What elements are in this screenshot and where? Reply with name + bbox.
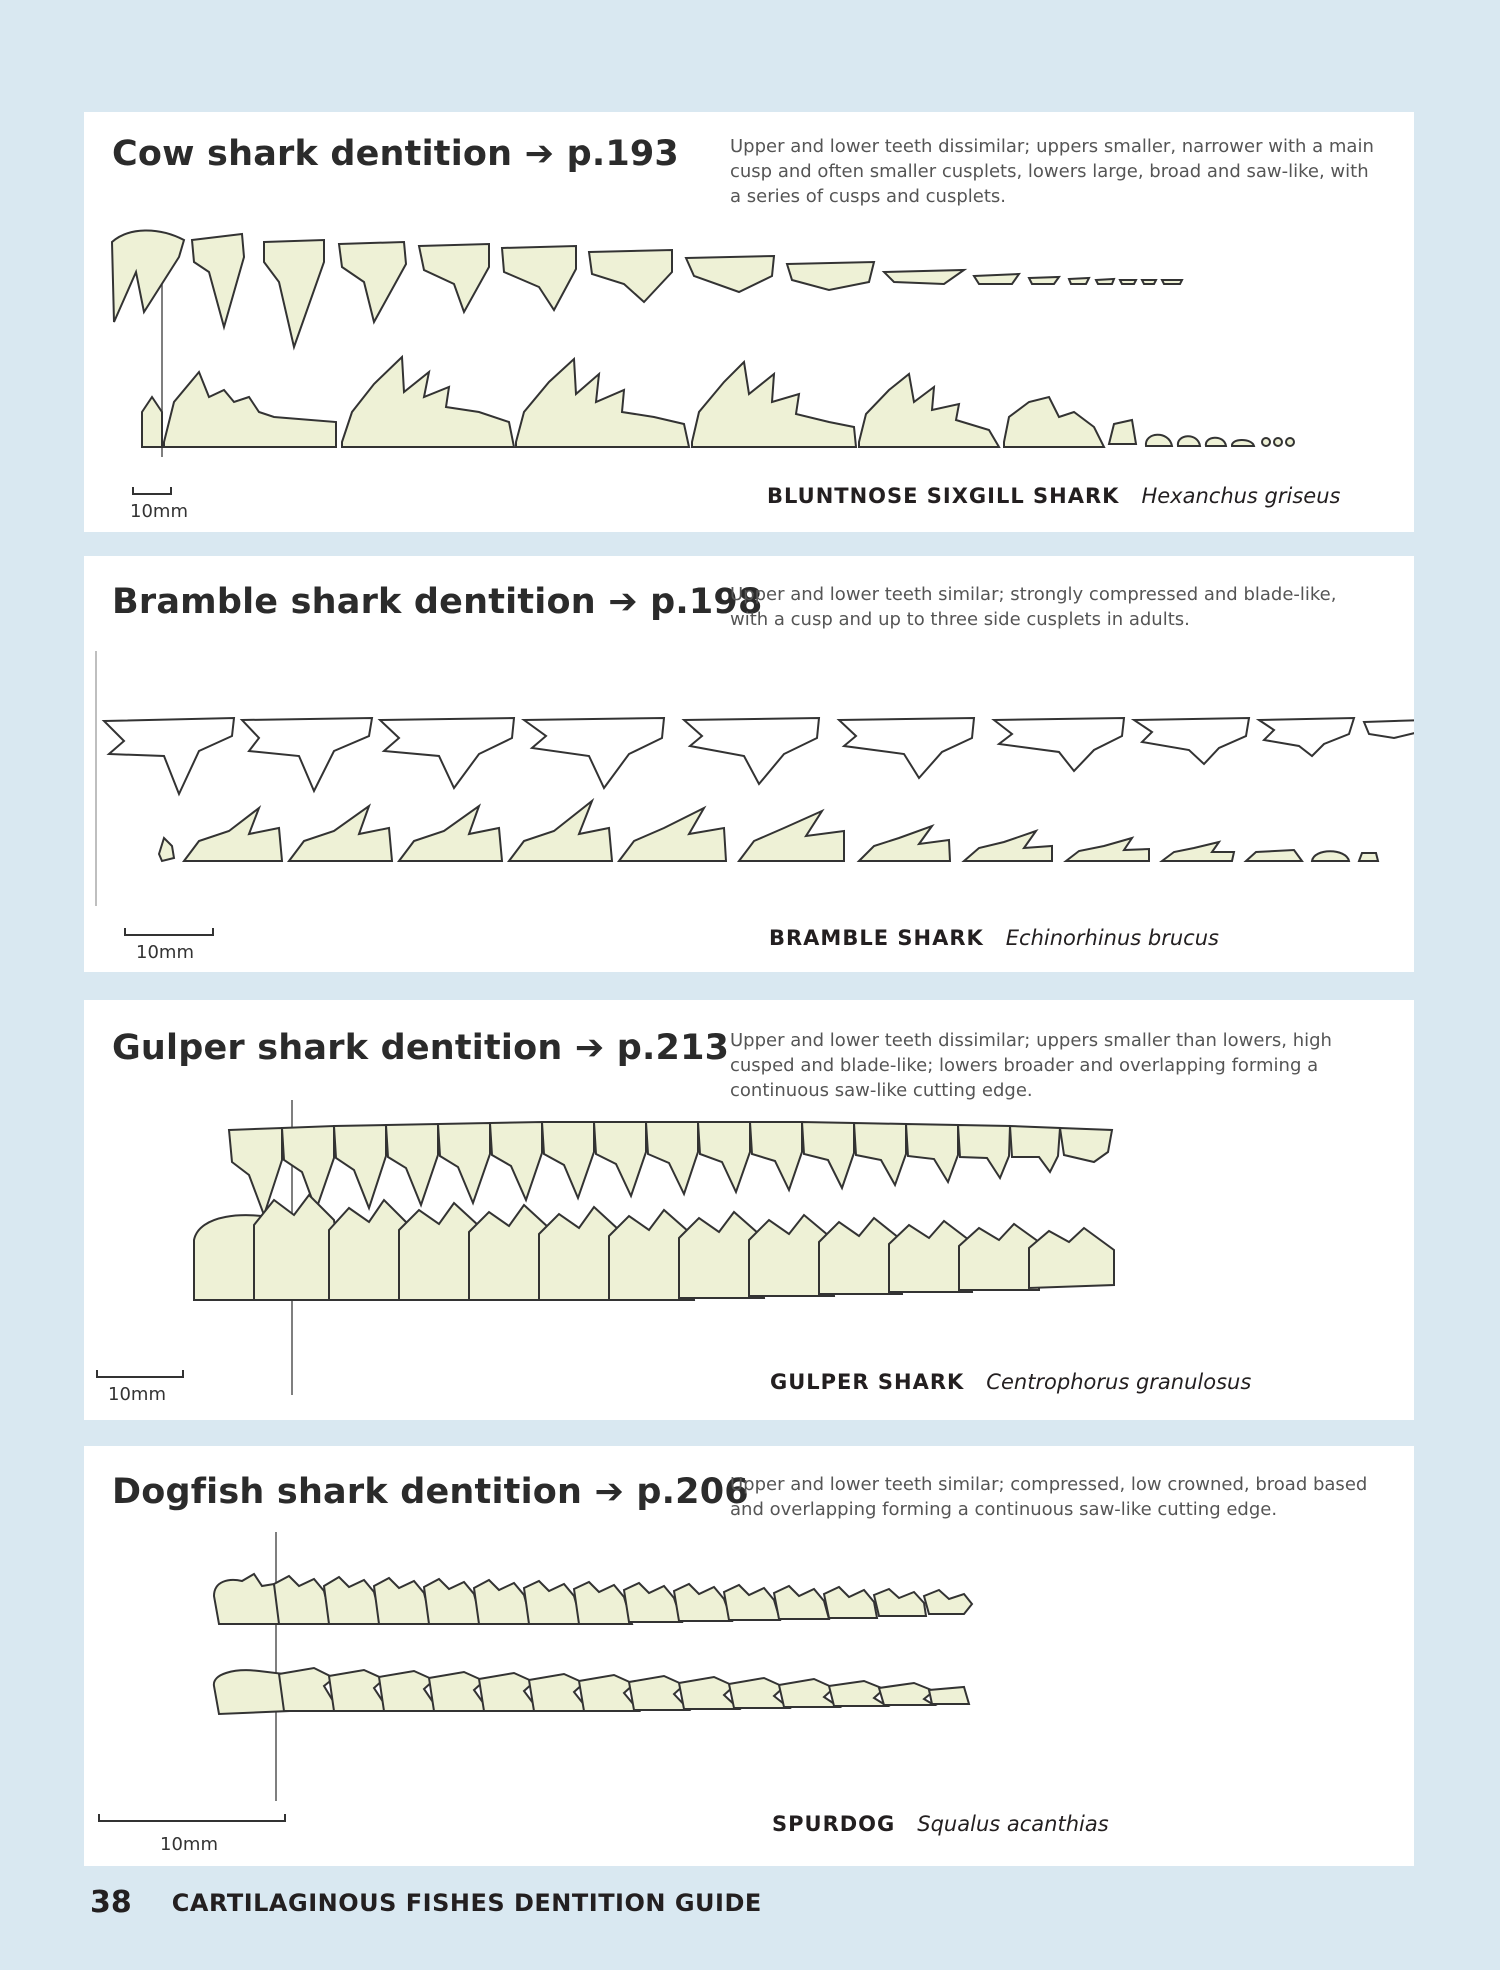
common-name: BRAMBLE SHARK xyxy=(769,926,984,950)
lower-teeth-row xyxy=(142,357,1294,447)
gulper-shark-teeth-illustration xyxy=(84,1000,1414,1420)
latin-name: Centrophorus granulosus xyxy=(986,1370,1252,1394)
upper-teeth-row xyxy=(104,718,1414,794)
species-label xyxy=(769,926,1219,950)
scale-label: 10mm xyxy=(130,501,188,522)
scale-label: 10mm xyxy=(136,942,194,963)
upper-teeth-row xyxy=(112,230,1182,347)
section-title: Cow shark dentition ➔ p.193 xyxy=(112,134,679,174)
common-name: SPURDOG xyxy=(772,1812,896,1836)
upper-teeth-row xyxy=(229,1122,1112,1215)
common-name: GULPER SHARK xyxy=(770,1370,965,1394)
upper-teeth-row xyxy=(214,1574,972,1624)
species-label xyxy=(772,1812,1109,1836)
section-description: Upper and lower teeth dissimilar; uppers smaller than lowers, high cusped and blade-like; lowers broader and overlapping forming a continuous saw-like cutting edge. xyxy=(730,1030,1332,1101)
guide-title: CARTILAGINOUS FISHES DENTITION GUIDE xyxy=(171,1888,762,1917)
cow-shark-teeth-illustration xyxy=(84,112,1414,532)
section-title: Dogfish shark dentition ➔ p.206 xyxy=(112,1472,749,1512)
lower-teeth-row xyxy=(159,801,1378,861)
dogfish-shark-teeth-illustration xyxy=(84,1446,1414,1866)
latin-name: Squalus acanthias xyxy=(917,1812,1109,1836)
lower-teeth-row xyxy=(214,1668,969,1714)
section-description: Upper and lower teeth similar; compressed, low crowned, broad based and overlapping forming a continuous saw-like cutting edge. xyxy=(730,1474,1368,1520)
page-number: 38 xyxy=(90,1885,132,1920)
lower-teeth-row xyxy=(194,1195,1114,1300)
scale-label: 10mm xyxy=(160,1834,218,1855)
section-description: Upper and lower teeth dissimilar; uppers smaller, narrower with a main cusp and often smaller cusplets, lowers large, broad and saw-like, with a series of cusps and cusplets. xyxy=(730,136,1374,207)
latin-name: Hexanchus griseus xyxy=(1141,484,1341,508)
scale-label: 10mm xyxy=(108,1384,166,1405)
latin-name: Echinorhinus brucus xyxy=(1005,926,1219,950)
section-description: Upper and lower teeth similar; strongly compressed and blade-like, with a cusp and up to three side cusplets in adults. xyxy=(730,584,1337,630)
species-label xyxy=(767,484,1340,508)
common-name: BLUNTNOSE SIXGILL SHARK xyxy=(767,484,1120,508)
section-cow-shark xyxy=(84,112,1414,532)
bramble-shark-teeth-illustration xyxy=(84,556,1414,972)
species-label xyxy=(770,1370,1251,1394)
page-footer xyxy=(90,1885,762,1920)
section-bramble-shark xyxy=(84,556,1414,972)
section-title: Bramble shark dentition ➔ p.198 xyxy=(112,582,763,622)
section-title: Gulper shark dentition ➔ p.213 xyxy=(112,1028,730,1068)
section-gulper-shark xyxy=(84,1000,1414,1420)
section-dogfish-shark xyxy=(84,1446,1414,1866)
